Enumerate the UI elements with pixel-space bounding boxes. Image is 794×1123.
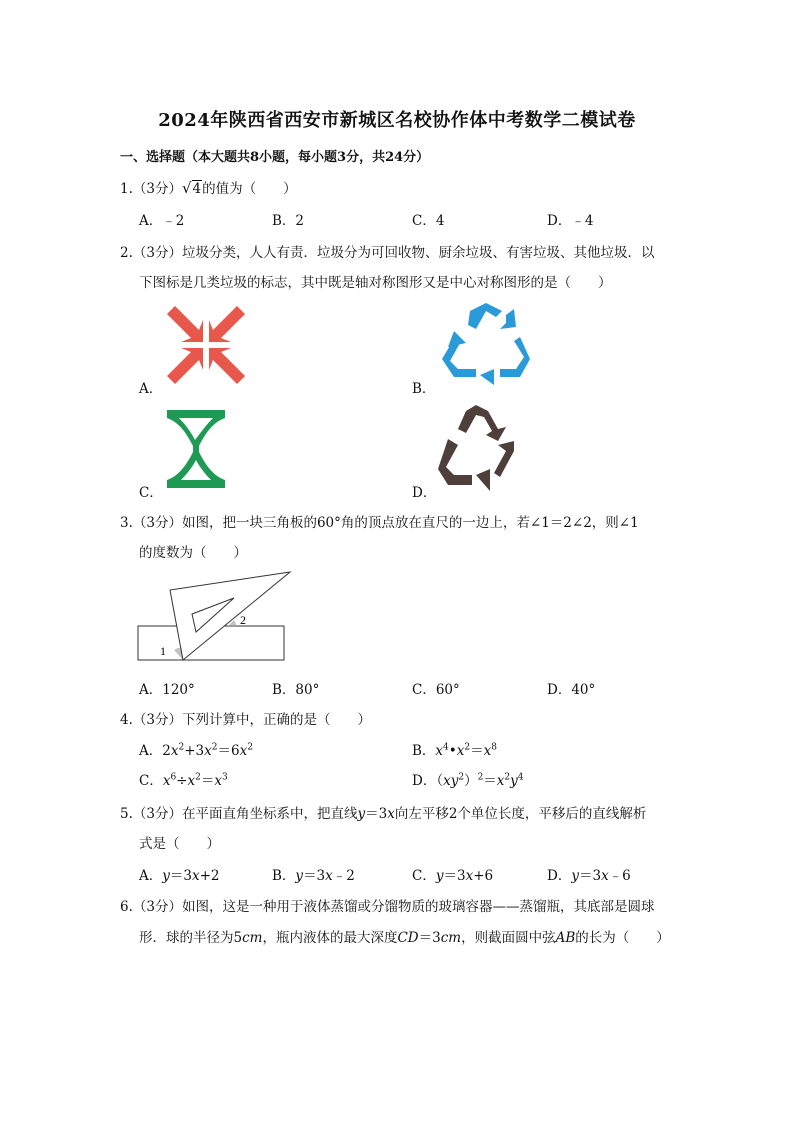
question-1	[120, 177, 297, 197]
section-heading: 一、选择题（本大题共8小题，每小题3分，共24分）	[120, 150, 430, 165]
q3-option-a: A．120°	[139, 682, 195, 698]
q5-option-b: B．y＝3x﹣2	[272, 868, 355, 884]
question-1-stem: 的值为（ ）	[202, 181, 297, 197]
q1-option-c: C．4	[412, 213, 445, 229]
question-6-line2: 形．球的半径为5cm，瓶内液体的最大深度CD＝3cm，则截面圆中弦AB的长为（ ）	[139, 930, 670, 946]
question-5-line2: 式是（ ）	[139, 836, 220, 852]
q5-option-c: C．y＝3x+6	[412, 868, 494, 884]
angle-2-label: 2	[240, 613, 246, 627]
recycle-dark-icon	[436, 405, 518, 491]
question-6-line1: 6.（3分）如图，这是一种用于液体蒸馏或分馏物质的玻璃容器——蒸馏瓶，其底部是圆球	[120, 899, 655, 915]
q4-option-d: D．$(xy^2)^2=x^2y^4$	[412, 772, 524, 789]
q5-option-d: D．y＝3x﹣6	[547, 868, 631, 884]
question-5-line1: 5.（3分）在平面直角坐标系中，把直线y＝3x向左平移2个单位长度，平移后的直线解析	[120, 806, 647, 822]
q3-option-c: C．60°	[412, 682, 460, 698]
q2-label-b: B．	[412, 381, 436, 397]
question-2-line1: 2.（3分）垃圾分类，人人有责．垃圾分为可回收物、厨余垃圾、有害垃圾、其他垃圾．以	[120, 245, 655, 261]
page-title: 2024年陕西省西安市新城区名校协作体中考数学二模试卷	[158, 110, 636, 131]
q4-option-a: A．$2x^2+3x^2=6x^2$	[139, 742, 253, 759]
ruler-triangle-figure	[136, 568, 296, 664]
q1-option-a: A．﹣2	[139, 213, 185, 229]
q4-option-c: C．$x^6\div x^2=x^3$	[139, 772, 228, 789]
q2-label-c: C．	[139, 485, 163, 501]
question-3-line1: 3.（3分）如图，把一块三角板的60°角的顶点放在直尺的一边上，若∠1＝2∠2，则∠1	[120, 515, 639, 531]
question-4: 4.（3分）下列计算中，正确的是（ ）	[120, 712, 371, 728]
recycle-icon	[440, 303, 532, 385]
sqrt-expression: √4	[181, 179, 202, 197]
question-2-line2: 下图标是几类垃圾的标志，其中既是轴对称图形又是中心对称图形的是（ ）	[139, 275, 612, 291]
q2-label-d: D．	[412, 485, 437, 501]
q3-option-b: B．80°	[272, 682, 320, 698]
q1-option-b: B．2	[272, 213, 305, 229]
q4-option-b: B．$x^4•x^2=x^8$	[412, 742, 497, 759]
q2-label-a: A．	[139, 381, 163, 397]
question-3-line2: 的度数为（ ）	[139, 545, 247, 561]
q1-option-d: D．﹣4	[547, 213, 594, 229]
angle-1-label: 1	[160, 644, 166, 658]
hourglass-icon	[165, 408, 227, 490]
converging-arrows-icon	[165, 304, 247, 386]
q5-option-a: A．y＝3x+2	[139, 868, 220, 884]
q3-option-d: D．40°	[547, 682, 596, 698]
radicand: 4	[192, 181, 202, 197]
question-1-prefix: 1.（3分）	[120, 181, 182, 197]
